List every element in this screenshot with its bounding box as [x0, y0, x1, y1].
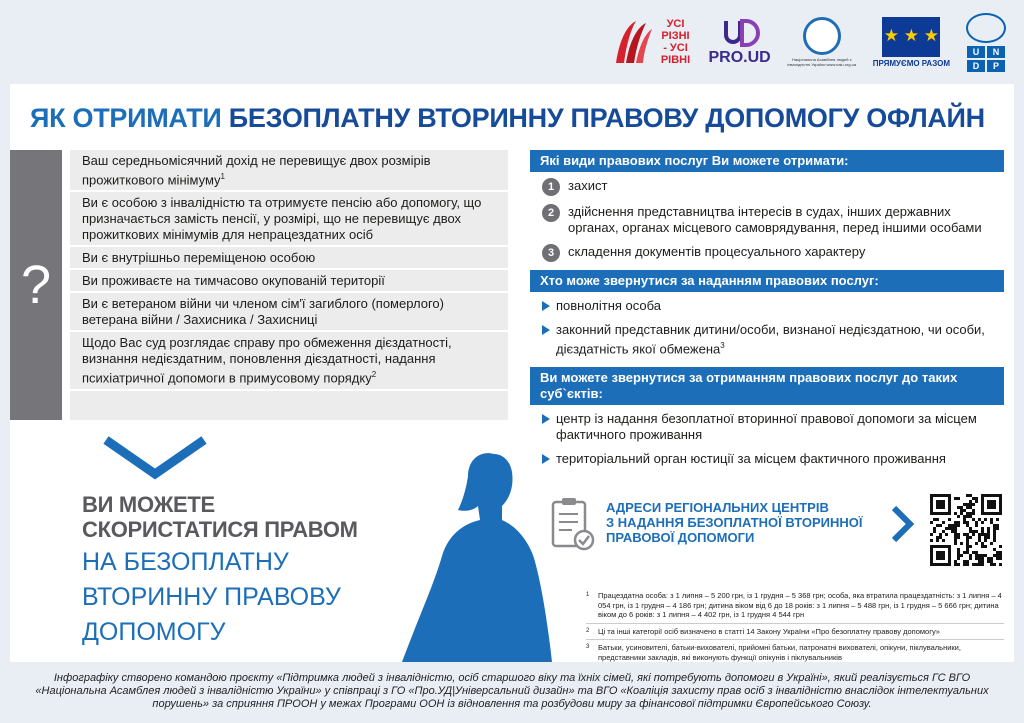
undp-letter: U: [967, 46, 985, 58]
un-emblem-icon: [966, 13, 1006, 43]
services-list: [530, 172, 1004, 262]
assembly-logo: [787, 17, 857, 67]
eu-label: ПРЯМУЄМО РАЗОМ: [872, 58, 950, 68]
step-number: 2: [542, 204, 560, 222]
big-text-line: СКОРИСТАТИСЯ ПРАВОМ: [82, 517, 358, 542]
chevron-right-icon: [890, 504, 914, 544]
service-item: 2 здійснення представництва інтересів в судах, інших державних органах, органах місцевого самоврядування, перед іншими особами: [542, 204, 1004, 236]
undp-letter: D: [967, 60, 985, 72]
regional-centers-text: АДРЕСИ РЕГІОНАЛЬНИХ ЦЕНТРІВ З НАДАННЯ БЕЗОПЛАТНОЇ ВТОРИННОЇ ПРАВОВОЇ ДОПОМОГИ: [606, 500, 863, 545]
woman-silhouette-icon: [402, 446, 552, 662]
big-text-line: ВТОРИННУ ПРАВОВУ: [82, 583, 341, 611]
where-item: центр із надання безоплатної вторинної правової допомоги за місцем фактичного проживання: [542, 411, 1004, 443]
clipboard-check-icon: [550, 496, 596, 552]
proud-logo: [708, 17, 770, 67]
triangle-bullet-icon: [542, 325, 550, 335]
step-number: 1: [542, 178, 560, 196]
where-list: [530, 405, 1004, 477]
ribbon-icon: [610, 17, 654, 67]
footnote: 2 Ці та інші категорії осіб визначено в статті 14 Закону України «Про безоплатну правову допомогу»: [586, 624, 1004, 641]
page-title: [30, 103, 985, 134]
condition-item: Ви є ветераном війни чи членом сім'ї загиблого (померлого) ветерана війни / Захисника / Захисниці: [70, 293, 508, 332]
big-text-line: НА БЕЗОПЛАТНУ: [82, 548, 289, 576]
condition-item: Ви є внутрішньо переміщеною особою: [70, 247, 508, 270]
big-text-line: ДОПОМОГУ: [82, 618, 226, 646]
footnote: 1 Працездатна особа: з 1 липня – 5 200 грн, із 1 грудня – 5 368 грн; особа, яка втратила працездатність: з 1 липня – 4 054 грн, із 1 грудня – 4 186 грн; дитина віком від 6 до 18 років: з 1 липня – 5 488 грн, із 1 грудня – 5 666 грн; дитина віком до 6 років: з 1 липня – 4 402 грн, із 1 грудня 4 544 грн: [586, 588, 1004, 624]
condition-item: Ви проживаєте на тимчасово окупованій території: [70, 270, 508, 293]
condition-item: Щодо Вас суд розглядає справу про обмеження дієздатності, визнання недієздатним, поновлення дієздатності, надання психіатричної допомоги в примусовому порядку$^2$: [70, 332, 508, 390]
assembly-caption: Національна Асамблея людей з інвалідністю України www.naiu.org.ua: [787, 57, 857, 67]
proud-text: PRO.UD: [708, 49, 771, 66]
who-item: законний представник дитини/особи, визнаної недієздатною, чи особи, дієздатність якої обмежена$^3$: [542, 322, 1004, 357]
title-part2: БЕЗОПЛАТНУ ВТОРИННУ ПРАВОВУ ДОПОМОГУ ОФЛАЙН: [228, 103, 985, 133]
undp-logo: [966, 13, 1006, 72]
footer-credits: Інфографіку створено командою проєкту «Підтримка людей з інвалідністю, осіб старшого віку та їхніх сімей, які потребують допомоги в Україні», який реалізується ГС ВГО «Національна Асамблея людей з інвалідністю України» у співпраці з ГО «Про.УД|Універсальний дизайн» та ВГО «Коаліція захисту прав осіб з інвалідністю внаслідок інтелектуальних порушень» за сприяння ПРООН у межах Програми ООН із відновлення та розбудови миру за фінансової підтримки Європейського Союзу.: [35, 672, 989, 710]
where-item: територіальний орган юстиції за місцем фактичного проживання: [542, 451, 1004, 467]
proud-mark-icon: [720, 17, 760, 49]
big-text-line: ВИ МОЖЕТЕ: [82, 492, 215, 517]
where-header: Ви можете звернутися за отриманням правових послуг до таких суб`єктів:: [530, 367, 1004, 405]
undp-letter: N: [987, 46, 1005, 58]
triangle-bullet-icon: [542, 301, 550, 311]
step-number: 3: [542, 244, 560, 262]
services-header: Які види правових послуг Ви можете отримати:: [530, 150, 1004, 172]
qr-code-icon[interactable]: [930, 494, 1002, 566]
service-item: 1 захист: [542, 178, 1004, 196]
triangle-bullet-icon: [542, 454, 550, 464]
partner-logos: [610, 10, 1006, 74]
condition-item: Ваш середньомісячний дохід не перевищує двох розмірів прожиткового мінімуму$^1$: [70, 150, 508, 192]
eu-logo: [873, 17, 950, 68]
footnotes: [586, 588, 1004, 665]
regional-centers-link[interactable]: [550, 494, 994, 558]
all-different-logo: [610, 17, 692, 67]
footnote: 3 Батьки, усиновителі, батьки-вихователі, прийомні батьки, патронатні вихователі, опікуни, піклувальники, представники закладів, які виконують функції опікунів і піклувальників: [586, 643, 961, 662]
infographic-card: [10, 84, 1014, 662]
right-to-aid-text: [82, 492, 358, 647]
eu-stars: ★ ★ ★: [883, 25, 939, 45]
assembly-emblem-icon: [803, 17, 841, 55]
triangle-bullet-icon: [542, 414, 550, 424]
all-different-text: УСІ РІЗНІ - УСІ РІВНІ: [660, 18, 691, 66]
question-mark-icon: ?: [10, 150, 62, 420]
eu-flag-icon: [882, 17, 940, 57]
services-column: [530, 150, 1004, 662]
title-part1: ЯК ОТРИМАТИ: [30, 103, 229, 133]
who-list: [530, 292, 1004, 367]
service-item: 3 складення документів процесуального характеру: [542, 244, 1004, 262]
condition-item: Ви є особою з інвалідністю та отримуєте пенсію або допомогу, що призначається замість пенсії, у розмірі, що не перевищує двох прожиткових мінімумів для непрацездатних осіб: [70, 192, 508, 247]
who-item: повнолітня особа: [542, 298, 1004, 314]
conditions-list: [70, 150, 508, 420]
chevron-down-icon: [100, 434, 210, 482]
who-header: Хто може звернутися за наданням правових послуг:: [530, 270, 1004, 292]
undp-letter: P: [987, 60, 1005, 72]
